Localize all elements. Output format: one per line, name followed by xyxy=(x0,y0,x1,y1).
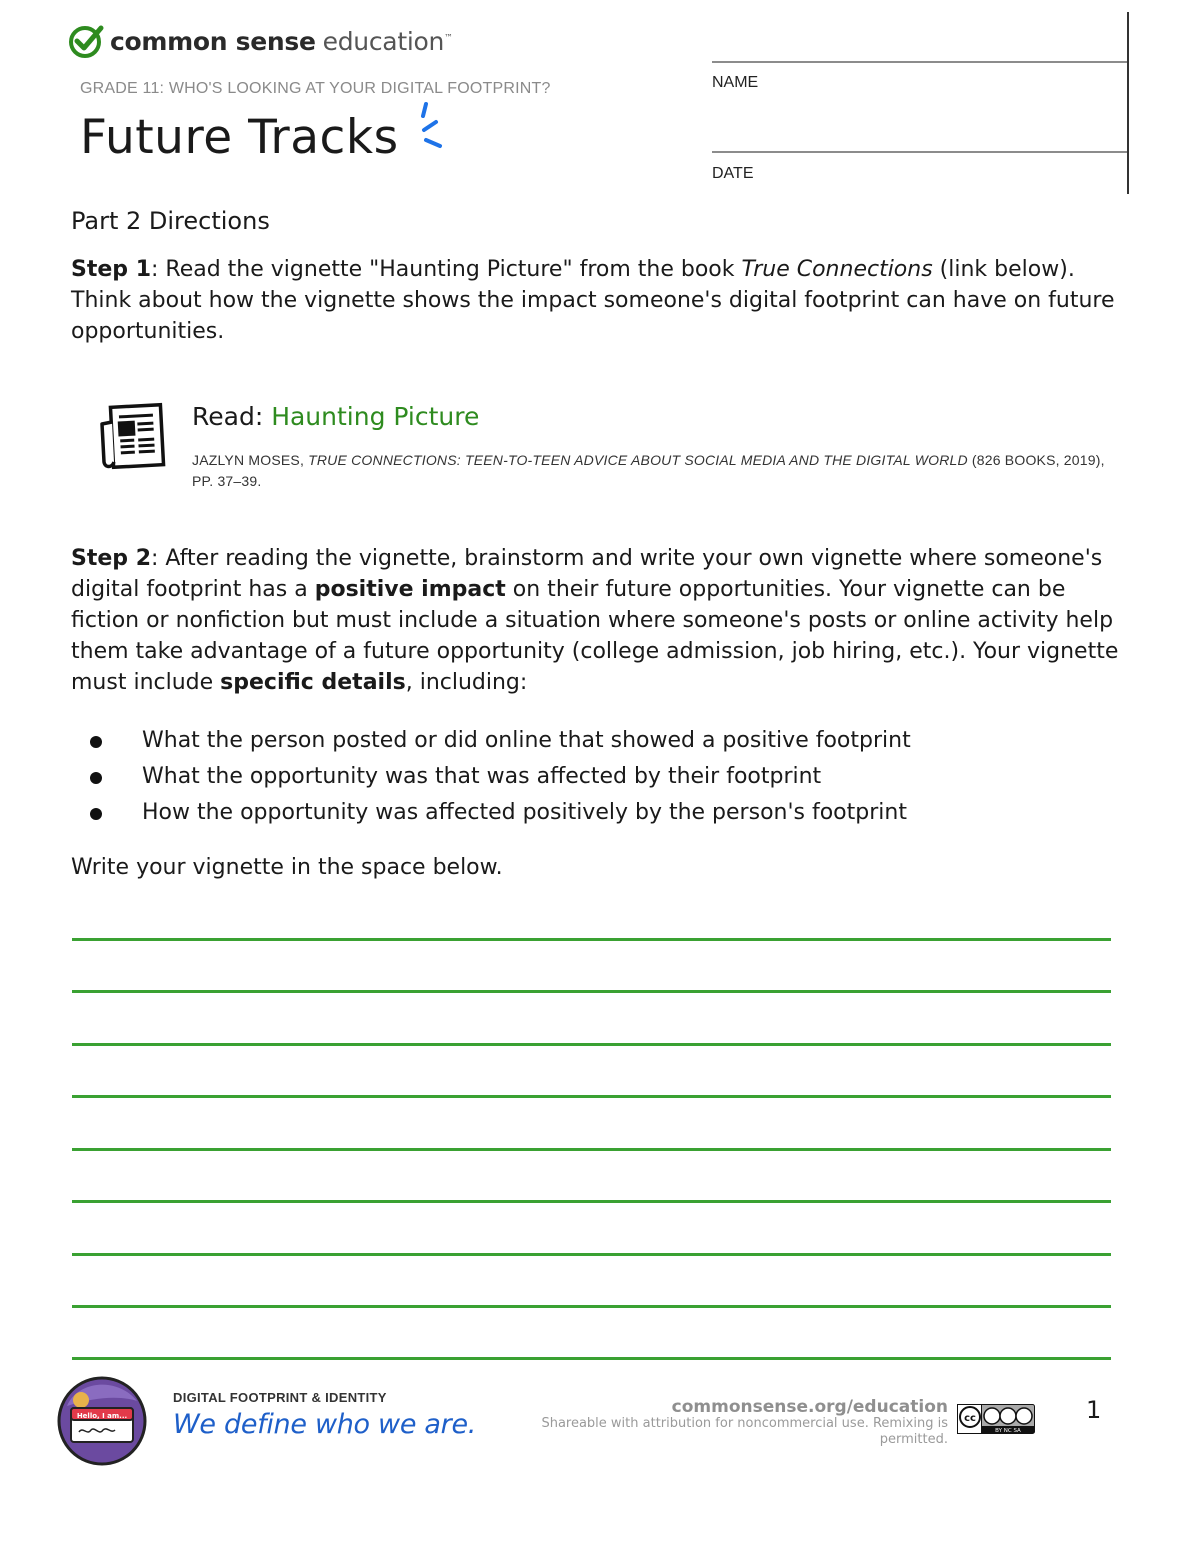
name-rule-top xyxy=(712,61,1128,63)
emphasis-positive-impact: positive impact xyxy=(314,577,506,602)
list-item: What the opportunity was that was affected by their footprint xyxy=(86,763,911,799)
page-title: Future Tracks xyxy=(80,110,399,165)
write-instruction: Write your vignette in the space below. xyxy=(71,855,503,880)
footer-kicker: DIGITAL FOOTPRINT & IDENTITY xyxy=(173,1390,387,1405)
writing-line[interactable] xyxy=(72,1357,1111,1360)
reading-link-line xyxy=(192,402,479,431)
step-2-paragraph: Step 2: After reading the vignette, brainstorm and write your own vignette where someone's digital footprint has a positive impact on their future opportunities. Your vignette can be fiction or nonfiction but must include a situation where someone's posts or online activity help them take advantage of a future opportunity (college admission, job hiring, etc.). Your vignette must include specific details, including: xyxy=(71,546,1119,695)
citation: JAZLYN MOSES, TRUE CONNECTIONS: TEEN-TO-TEEN ADVICE ABOUT SOCIAL MEDIA AND THE DIGITAL WORLD (826 BOOKS, 2019), PP. 37–39. xyxy=(192,452,1105,489)
step-1-paragraph xyxy=(71,254,1131,347)
svg-text:BY NC SA: BY NC SA xyxy=(995,1428,1021,1434)
footer-tagline: We define who we are. xyxy=(173,1409,477,1440)
trademark: ™ xyxy=(444,33,453,44)
name-field-line[interactable] xyxy=(712,151,1128,153)
read-label: Read: xyxy=(192,402,272,431)
header-divider xyxy=(1127,12,1129,194)
bullet-icon xyxy=(90,808,102,820)
emphasis-specific-details: specific details xyxy=(220,670,406,695)
creative-commons-icon xyxy=(957,1404,1035,1434)
date-field-label: DATE xyxy=(712,165,754,182)
checkmark-logo-icon xyxy=(68,24,104,58)
brand-name: common sense xyxy=(110,26,316,56)
grade-line: GRADE 11: WHO'S LOOKING AT YOUR DIGITAL FOOTPRINT? xyxy=(80,80,551,97)
step-1-text-end: (link below). Think about how the vignette shows the impact someone's digital footprint can have on future opportunities. xyxy=(71,257,1115,344)
name-tag-badge-icon xyxy=(57,1376,147,1466)
step-1-label: Step 1 xyxy=(71,257,151,282)
list-item: How the opportunity was affected positively by the person's footprint xyxy=(86,799,911,835)
newspaper-icon xyxy=(98,402,166,472)
svg-text:cc: cc xyxy=(964,1413,976,1424)
writing-line[interactable] xyxy=(72,1043,1111,1046)
writing-line[interactable] xyxy=(72,1148,1111,1151)
book-title: True Connections xyxy=(741,257,933,282)
section-heading: Part 2 Directions xyxy=(71,207,270,235)
brand-suffix: education™ xyxy=(322,26,453,56)
writing-line[interactable] xyxy=(72,938,1111,941)
page-number: 1 xyxy=(1086,1396,1102,1424)
bullet-icon xyxy=(90,772,102,784)
list-item: What the person posted or did online that showed a positive footprint xyxy=(86,727,911,763)
footer-url-link[interactable]: commonsense.org/education xyxy=(671,1397,948,1417)
brand-logo xyxy=(68,24,453,58)
requirements-list xyxy=(86,727,911,835)
writing-line[interactable] xyxy=(72,1095,1111,1098)
writing-line[interactable] xyxy=(72,1253,1111,1256)
license-text: Shareable with attribution for noncommercial use. Remixing is permitted. xyxy=(541,1416,948,1447)
citation-title: TRUE CONNECTIONS: TEEN-TO-TEEN ADVICE ABOUT SOCIAL MEDIA AND THE DIGITAL WORLD xyxy=(308,452,968,468)
writing-line[interactable] xyxy=(72,1200,1111,1203)
svg-text:Hello, I am...: Hello, I am... xyxy=(76,1412,128,1420)
writing-line[interactable] xyxy=(72,1305,1111,1308)
step-1-text: : Read the vignette "Haunting Picture" from the book xyxy=(151,257,742,282)
bullet-icon xyxy=(90,736,102,748)
writing-line[interactable] xyxy=(72,990,1111,993)
name-field-label: NAME xyxy=(712,74,759,91)
reading-link[interactable]: Haunting Picture xyxy=(271,402,480,431)
step-2-label: Step 2 xyxy=(71,546,151,571)
spark-icon xyxy=(418,100,448,152)
